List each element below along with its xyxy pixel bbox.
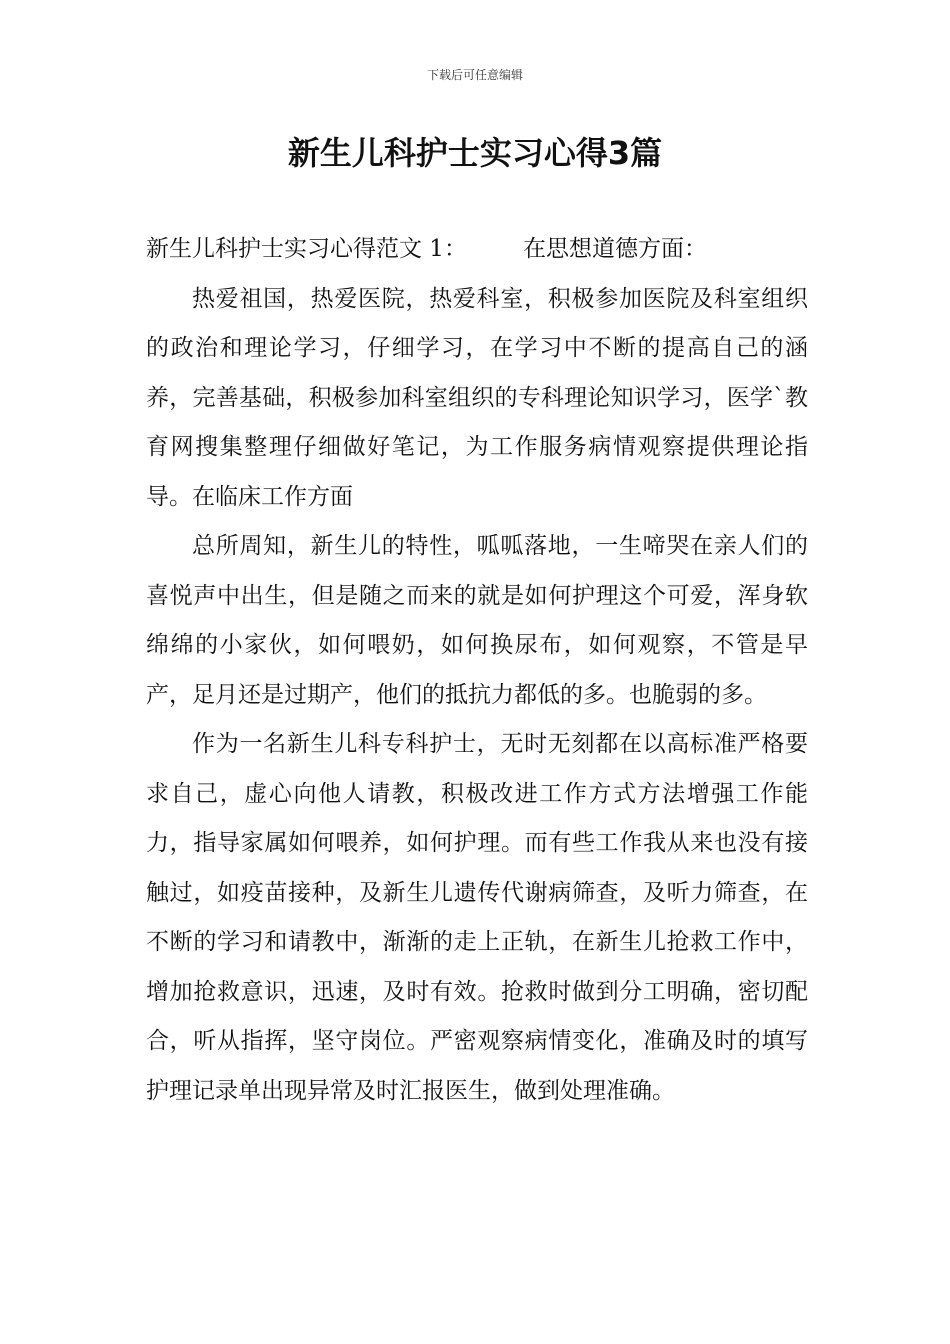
document-title: 新生儿科护士实习心得3篇	[287, 134, 663, 172]
paragraph-3: 作为一名新生儿科专科护士，无时无刻都在以高标准严格要求自己，虚心向他人请教，积极改进工作方式方法增强工作能力，指导家属如何喂养，如何护理。而有些工作我从来也没有接触过，如疫苗接种，及新生儿遗传代谢病筛查，及听力筛查，在不断的学习和请教中，渐渐的走上正轨，在新生儿抢救工作中，增加抢救意识，迅速，及时有效。抢救时做到分工明确，密切配合，听从指挥，坚守岗位。严密观察病情变化，准确及时的填写护理记录单出现异常及时汇报医生，做到处理准确。	[146, 731, 808, 1104]
header-note: 下载后可任意编辑	[426, 68, 523, 82]
subtitle-left: 新生儿科护士实习心得范文 1：	[146, 236, 467, 262]
paragraph-2: 总所周知，新生儿的特性，呱呱落地，一生啼哭在亲人们的喜悦声中出生，但是随之而来的就是如何护理这个可爱，浑身软绵绵的小家伙，如何喂奶，如何换尿布，如何观察，不管是早产，足月还是过期产，他们的抵抗力都低的多。也脆弱的多。	[146, 533, 808, 708]
subtitle-line	[146, 225, 808, 275]
paragraph-1: 热爱祖国，热爱医院，热爱科室，积极参加医院及科室组织的政治和理论学习，仔细学习，在学习中不断的提高自己的涵养，完善基础，积极参加科室组织的专科理论知识学习，医学`教育网搜集整理仔细做好笔记，为工作服务病情观察提供理论指导。在临床工作方面	[146, 285, 808, 510]
document-body	[146, 225, 808, 1116]
subtitle-right: 在思想道德方面：	[522, 236, 707, 262]
